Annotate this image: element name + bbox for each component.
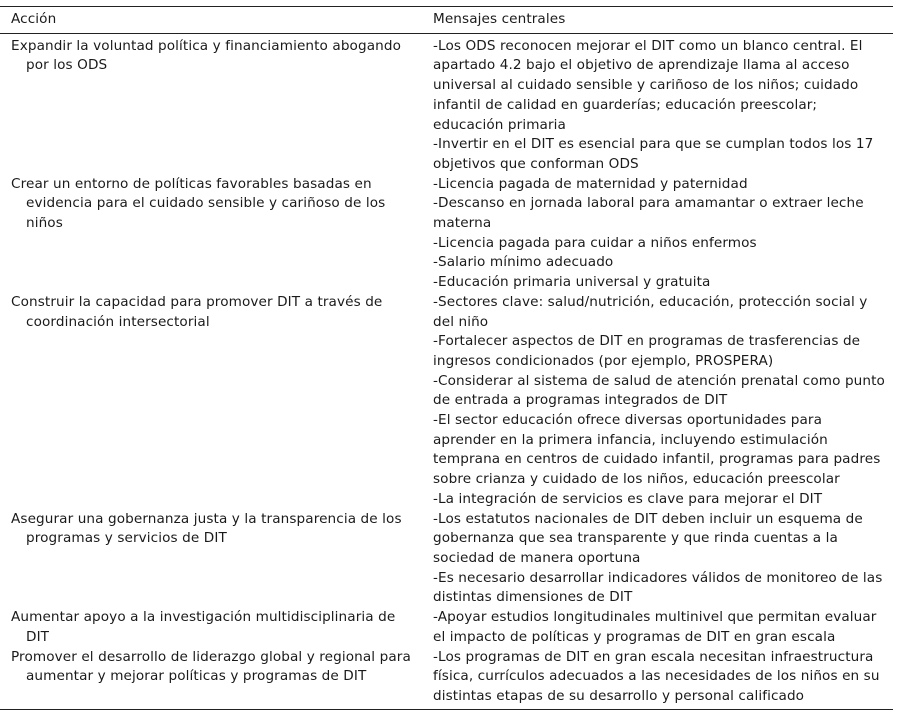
message-item: -Apoyar estudios longitudinales multinivel que permitan evaluar el impacto de políticas y programas de DIT en gran escala	[433, 609, 877, 645]
message-item: -La integración de servicios es clave para mejorar el DIT	[433, 490, 823, 507]
row-messages	[433, 293, 893, 510]
table-header-row	[0, 7, 893, 33]
message-item: -Es necesario desarrollar indicadores válidos de monitoreo de las distintas dimensiones de DIT	[433, 569, 883, 606]
table-row	[0, 33, 893, 174]
row-action: Promover el desarrollo de liderazgo global y regional para aumentar y mejorar políticas y programas de DIT	[11, 648, 411, 685]
message-item: -Los ODS reconocen mejorar el DIT como un blanco central. El apartado 4.2 bajo el objetivo de aprendizaje llama al acceso universal al cuidado sensible y cariñoso de los niños; cuidado infantil de calidad en guarderías; educación preescolar; educación primaria	[433, 37, 863, 133]
table-row	[0, 293, 893, 510]
row-action: Aumentar apoyo a la investigación multidisciplinaria de DIT	[11, 609, 396, 645]
row-action: Crear un entorno de políticas favorables basadas en evidencia para el cuidado sensible y cariñoso de los niños	[11, 175, 386, 232]
row-action: Construir la capacidad para promover DIT a través de coordinación intersectorial	[11, 293, 383, 330]
row-action: Asegurar una gobernanza justa y la transparencia de los programas y servicios de DIT	[11, 510, 402, 547]
row-messages	[433, 648, 893, 709]
message-item: -Los estatutos nacionales de DIT deben incluir un esquema de gobernanza que sea transparente y que rinda cuentas a la sociedad de manera oportuna	[433, 510, 863, 566]
message-item: -Los programas de DIT en gran escala necesitan infraestructura física, currículos adecuados a las necesidades de los niños en su distintas etapas de su desarrollo y personal calificado	[433, 648, 880, 704]
message-item: -Descanso en jornada laboral para amamantar o extraer leche materna	[433, 195, 864, 232]
row-action: Expandir la voluntad política y financiamiento abogando por los ODS	[11, 37, 401, 74]
row-messages	[433, 175, 893, 293]
message-item: -Invertir en el DIT es esencial para que se cumplan todos los 17 objetivos que conforman ODS	[433, 136, 874, 172]
message-item: -El sector educación ofrece diversas oportunidades para aprender en la primera infancia, incluyendo estimulación temprana en centros de cuidado infantil, programas para padres sobre crianza y cuidado de los niños, educación preescolar	[433, 412, 881, 488]
table-row	[0, 648, 893, 709]
message-item: -Salario mínimo adecuado	[433, 254, 614, 271]
header-messages: Mensajes centrales	[433, 7, 893, 33]
message-item: -Licencia pagada para cuidar a niños enfermos	[433, 234, 757, 251]
message-item: -Licencia pagada de maternidad y paternidad	[433, 175, 748, 192]
header-action: Acción	[0, 7, 433, 33]
row-messages	[433, 33, 893, 174]
row-messages	[433, 608, 893, 647]
policy-actions-table-container	[0, 6, 893, 710]
table-row	[0, 175, 893, 293]
row-messages	[433, 510, 893, 609]
table-row	[0, 510, 893, 609]
table-row	[0, 608, 893, 647]
policy-actions-table	[0, 7, 893, 709]
message-item: -Educación primaria universal y gratuita	[433, 274, 711, 291]
message-item: -Considerar al sistema de salud de atención prenatal como punto de entrada a programas integrados de DIT	[433, 372, 885, 409]
message-item: -Sectores clave: salud/nutrición, educación, protección social y del niño	[433, 293, 868, 330]
message-item: -Fortalecer aspectos de DIT en programas de trasferencias de ingresos condicionados (por ejemplo, PROSPERA)	[433, 333, 861, 369]
